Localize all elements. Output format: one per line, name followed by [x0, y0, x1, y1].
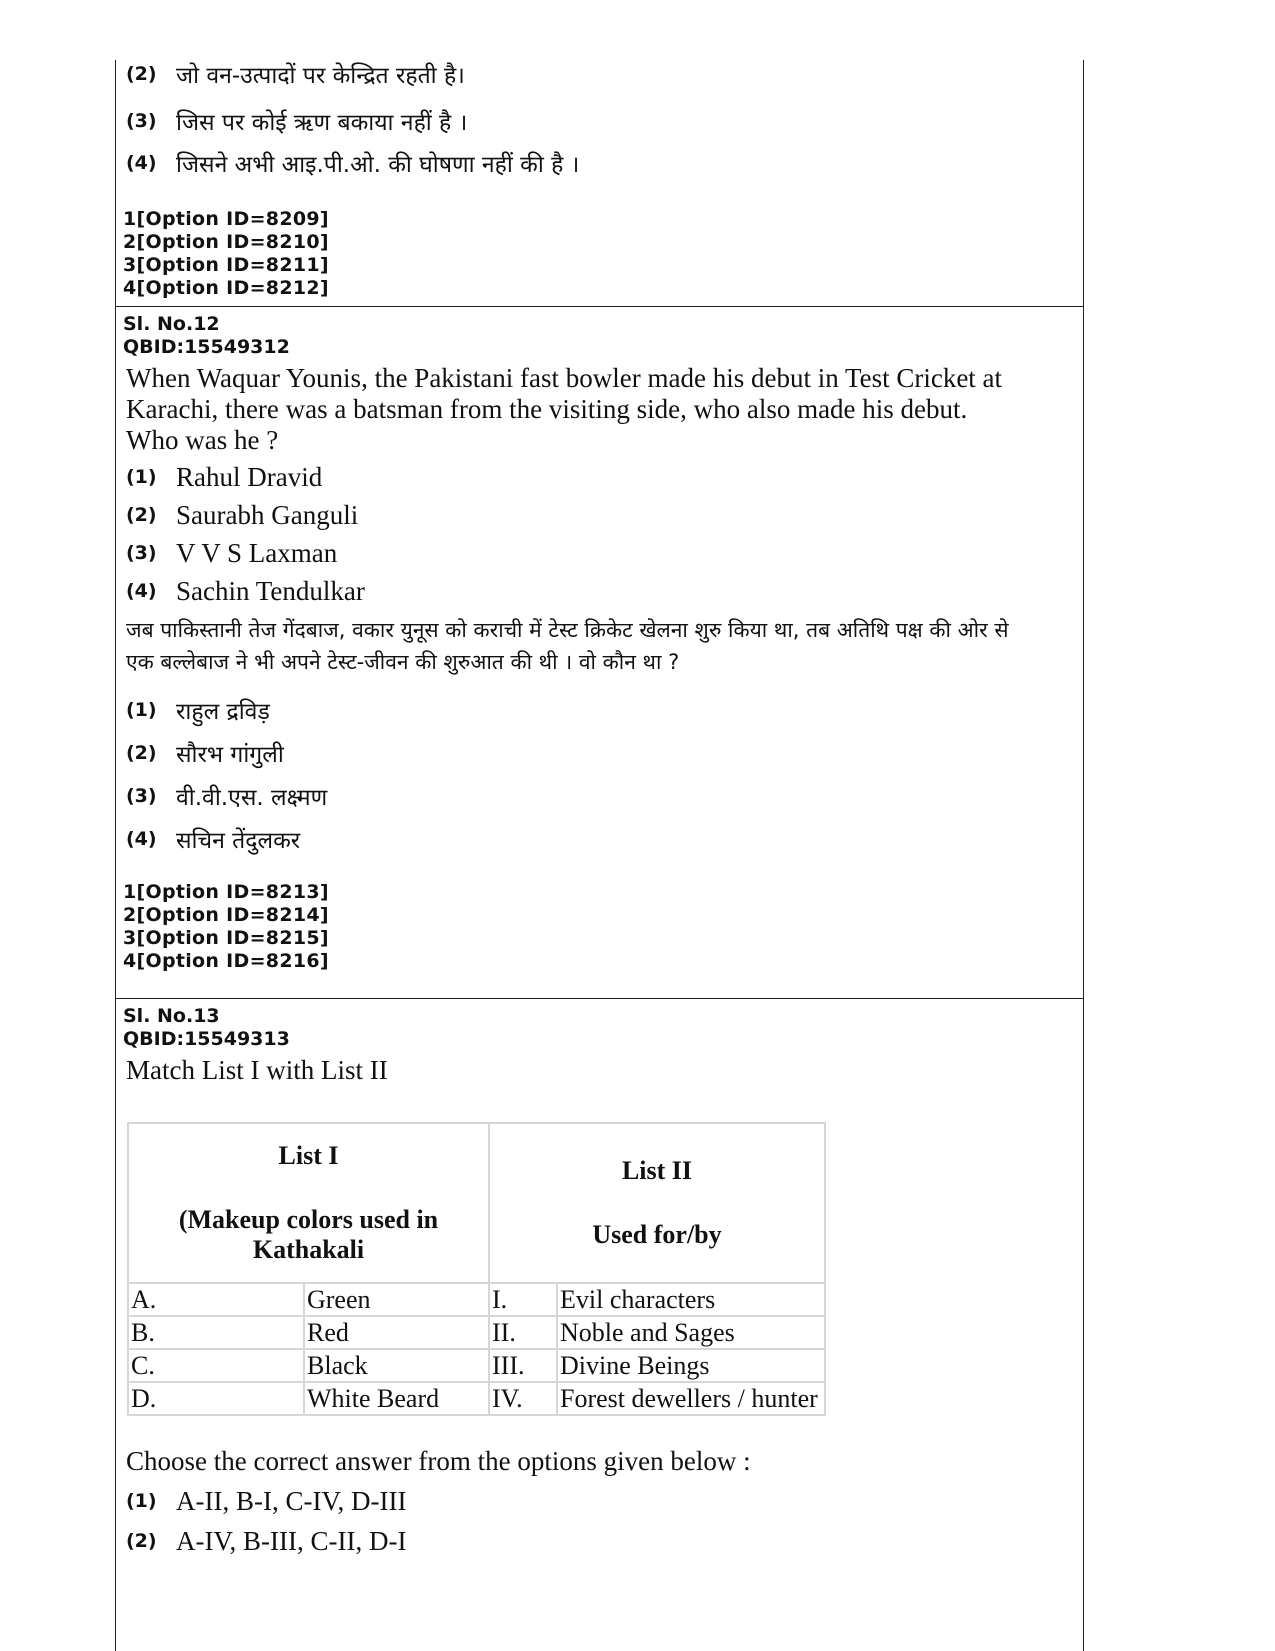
option-text: A-IV, B-III, C-II, D-I	[176, 1525, 407, 1556]
option-number: (2)	[126, 504, 157, 526]
option-text: Saurabh Ganguli	[176, 499, 359, 530]
option-2-hindi	[123, 60, 1083, 88]
list-2-title: List II	[621, 1156, 693, 1185]
option-text: जो वन-उत्पादों पर केन्द्रित रहती है।	[176, 63, 465, 89]
list-2-value: Divine Beings	[557, 1349, 825, 1382]
question-13	[116, 999, 1083, 1649]
options-english	[123, 458, 1083, 610]
table-row	[128, 1283, 825, 1316]
list-1-subtitle: (Makeup colors used in Kathakali	[178, 1205, 439, 1264]
option-number: (2)	[126, 63, 157, 85]
option-id-list	[123, 208, 1083, 300]
option-id: 3[Option ID=8215]	[123, 927, 329, 949]
instruction-text: Choose the correct answer from the options given below :	[126, 1446, 751, 1476]
options-hindi	[123, 688, 1083, 860]
option-number: (1)	[126, 1490, 157, 1512]
serial-number: Sl. No.12	[123, 313, 220, 335]
list-1-value: Red	[304, 1316, 489, 1349]
list-2-header	[489, 1123, 825, 1283]
options-list	[123, 1481, 1083, 1561]
option-id: 4[Option ID=8216]	[123, 950, 329, 972]
option-number: (4)	[126, 580, 157, 602]
question-bank-id: QBID:15549313	[123, 1028, 290, 1050]
option-text: जिसने अभी आइ.पी.ओ. की घोषणा नहीं की है ।	[176, 152, 580, 178]
option-4-hindi	[123, 817, 1083, 860]
option-2	[123, 1521, 1083, 1561]
option-number: (2)	[126, 1530, 157, 1552]
option-number: (2)	[126, 741, 157, 764]
option-3-hindi	[123, 100, 1083, 142]
table-row	[128, 1316, 825, 1349]
option-4	[123, 572, 1083, 610]
option-text: A-II, B-I, C-IV, D-III	[176, 1485, 407, 1516]
question-11-continuation	[116, 60, 1083, 307]
option-text: V V S Laxman	[176, 537, 338, 568]
option-2-hindi	[123, 731, 1083, 774]
list-2-numeral: I.	[489, 1283, 557, 1316]
option-4-hindi	[123, 142, 1083, 184]
option-text: राहुल द्रविड़	[176, 698, 270, 725]
option-number: (4)	[126, 827, 157, 850]
list-1-letter: D.	[128, 1382, 304, 1415]
option-2	[123, 496, 1083, 534]
option-text: Rahul Dravid	[176, 461, 323, 492]
list-2-value: Noble and Sages	[557, 1316, 825, 1349]
option-number: (1)	[126, 466, 157, 488]
option-id: 4[Option ID=8212]	[123, 277, 329, 299]
question-text-hindi: जब पाकिस्तानी तेज गेंदबाज, वकार युनूस को कराची में टेस्ट क्रिकेट खेलना शुरु किया था, तब अतिथि पक्ष की ओर से एक बल्लेबाज ने भी अपने टेस्ट-जीवन की शुरुआत की थी । वो कौन था ?	[126, 618, 1009, 674]
option-1-hindi	[123, 688, 1083, 731]
option-3-hindi	[123, 774, 1083, 817]
question-text: Match List I with List II	[126, 1055, 388, 1085]
option-text: जिस पर कोई ऋण बकाया नहीं है ।	[176, 110, 468, 136]
option-number: (4)	[126, 152, 157, 174]
list-1-value: Green	[304, 1283, 489, 1316]
list-1-header	[128, 1123, 489, 1283]
option-id: 2[Option ID=8210]	[123, 231, 329, 253]
option-id-list	[123, 881, 1083, 973]
option-3	[123, 534, 1083, 572]
option-text: सौरभ गांगुली	[176, 741, 284, 768]
list-2-value: Evil characters	[557, 1283, 825, 1316]
option-id: 2[Option ID=8214]	[123, 904, 329, 926]
list-2-value: Forest dewellers / hunter	[557, 1382, 825, 1415]
option-number: (3)	[126, 110, 157, 132]
question-paper-page	[115, 60, 1084, 1651]
list-2-subtitle: Used for/by	[592, 1220, 722, 1249]
list-2-numeral: III.	[489, 1349, 557, 1382]
option-text: सचिन तेंदुलकर	[176, 827, 301, 854]
option-text: Sachin Tendulkar	[176, 575, 365, 606]
option-id: 1[Option ID=8209]	[123, 208, 329, 230]
option-number: (3)	[126, 784, 157, 807]
list-2-numeral: II.	[489, 1316, 557, 1349]
match-table	[127, 1122, 826, 1416]
question-12	[116, 307, 1083, 999]
serial-number: Sl. No.13	[123, 1005, 220, 1027]
list-1-title: List I	[278, 1141, 339, 1170]
table-row	[128, 1382, 825, 1415]
list-1-value: White Beard	[304, 1382, 489, 1415]
option-id: 1[Option ID=8213]	[123, 881, 329, 903]
option-number: (3)	[126, 542, 157, 564]
list-2-numeral: IV.	[489, 1382, 557, 1415]
question-bank-id: QBID:15549312	[123, 336, 290, 358]
table-row	[128, 1349, 825, 1382]
table-header-row	[128, 1123, 825, 1283]
list-1-letter: A.	[128, 1283, 304, 1316]
option-id: 3[Option ID=8211]	[123, 254, 329, 276]
option-1	[123, 458, 1083, 496]
option-text: वी.वी.एस. लक्ष्मण	[176, 784, 328, 811]
option-number: (1)	[126, 698, 157, 721]
list-1-value: Black	[304, 1349, 489, 1382]
option-1	[123, 1481, 1083, 1521]
list-1-letter: C.	[128, 1349, 304, 1382]
list-1-letter: B.	[128, 1316, 304, 1349]
question-text-english: When Waquar Younis, the Pakistani fast bowler made his debut in Test Cricket at Karachi, there was a batsman from the visiting side, who also made his debut. Who was he ?	[126, 363, 1003, 455]
